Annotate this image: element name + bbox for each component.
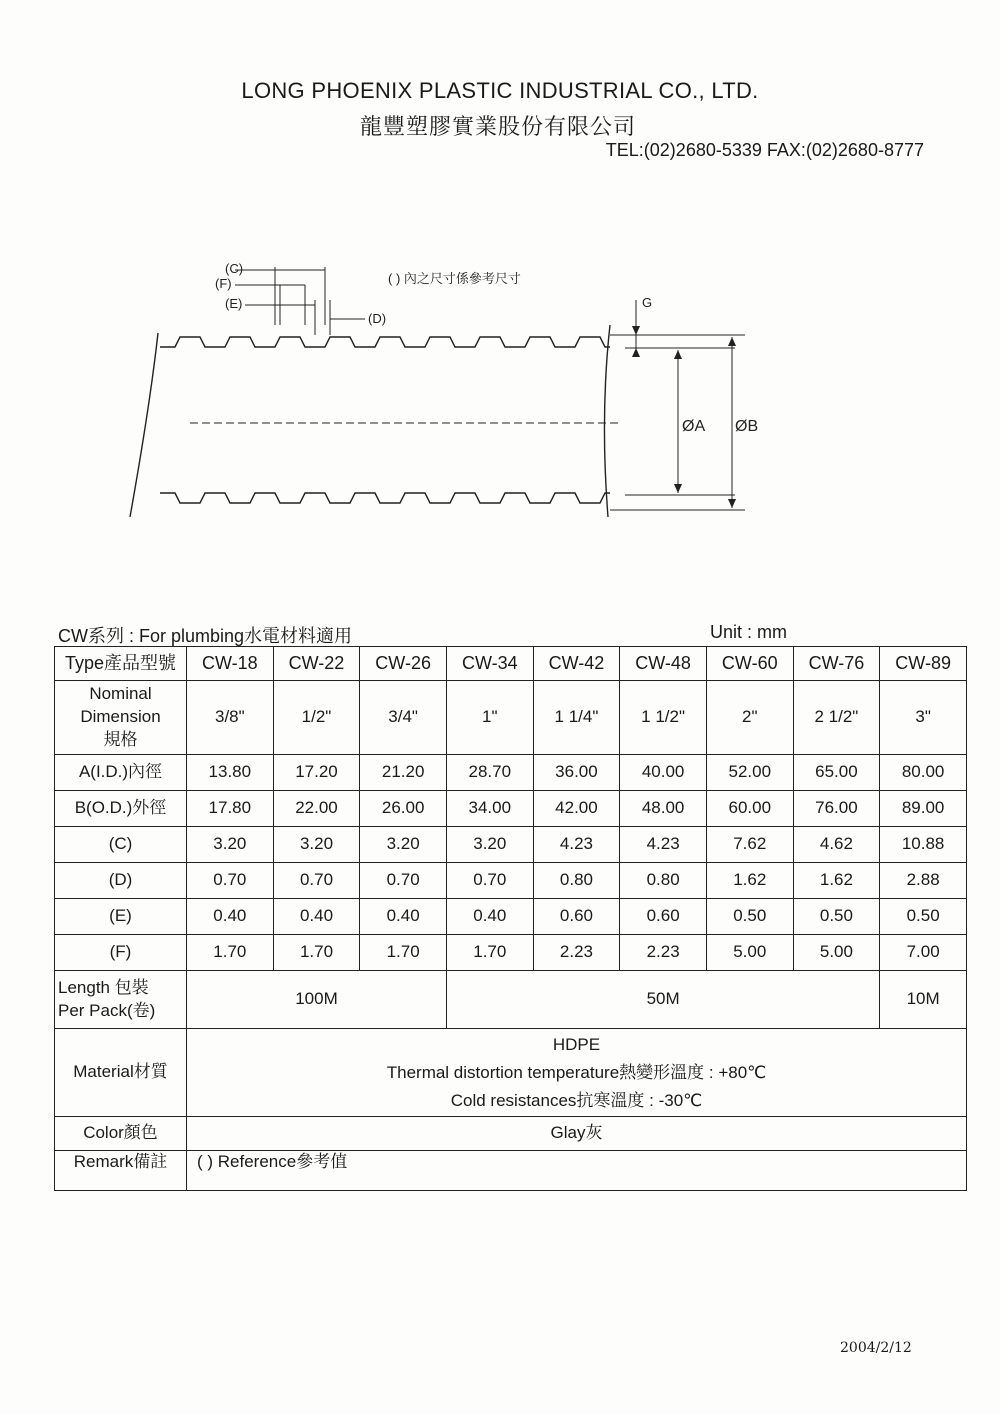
value-cell: 0.50 bbox=[793, 899, 880, 935]
row-label: (F) bbox=[55, 935, 187, 971]
table-row bbox=[55, 935, 967, 971]
spec-table bbox=[54, 646, 967, 1191]
contact-info: TEL:(02)2680-5339 FAX:(02)2680-8777 bbox=[605, 140, 924, 160]
row-label: (C) bbox=[55, 827, 187, 863]
dim-label-e: (E) bbox=[225, 296, 243, 311]
value-cell: 13.80 bbox=[187, 755, 274, 791]
value-cell: 28.70 bbox=[446, 755, 533, 791]
value-cell: 80.00 bbox=[880, 755, 967, 791]
value-cell: 0.50 bbox=[706, 899, 793, 935]
value-cell: 0.80 bbox=[620, 863, 707, 899]
company-name-en: LONG PHOENIX PLASTIC INDUSTRIAL CO., LTD. bbox=[241, 78, 759, 103]
type-cell: CW-42 bbox=[533, 647, 620, 681]
material-line: HDPE bbox=[552, 1034, 601, 1054]
document-date: 2004/2/12 bbox=[840, 1340, 912, 1356]
value-cell: 7.62 bbox=[706, 827, 793, 863]
value-cell: 3.20 bbox=[273, 827, 360, 863]
material-line: Cold resistances抗寒溫度 : -30℃ bbox=[450, 1090, 703, 1110]
value-cell: 1.70 bbox=[187, 935, 274, 971]
material-label: Material材質 bbox=[55, 1029, 187, 1117]
color-row bbox=[55, 1117, 967, 1151]
type-cell: CW-89 bbox=[880, 647, 967, 681]
type-header: Type產品型號 bbox=[55, 647, 187, 681]
value-cell: 26.00 bbox=[360, 791, 447, 827]
value-cell: 0.60 bbox=[620, 899, 707, 935]
value-cell: 0.70 bbox=[273, 863, 360, 899]
dim-label-g: G bbox=[642, 295, 653, 310]
value-cell: 2.23 bbox=[620, 935, 707, 971]
value-cell: 5.00 bbox=[793, 935, 880, 971]
unit-label: Unit : mm bbox=[710, 622, 788, 642]
pipe-cross-section-diagram bbox=[120, 255, 770, 525]
nominal-cell: 2" bbox=[706, 681, 793, 755]
nominal-cell: 3/4" bbox=[360, 681, 447, 755]
value-cell: 2.23 bbox=[533, 935, 620, 971]
length-cell: 10M bbox=[880, 971, 967, 1029]
nominal-cell: 1 1/2" bbox=[620, 681, 707, 755]
type-cell: CW-60 bbox=[706, 647, 793, 681]
value-cell: 1.70 bbox=[273, 935, 360, 971]
value-cell: 3.20 bbox=[187, 827, 274, 863]
value-cell: 1.70 bbox=[360, 935, 447, 971]
length-cell: 50M bbox=[446, 971, 879, 1029]
dim-label-f: (F) bbox=[215, 276, 232, 291]
value-cell: 2.88 bbox=[880, 863, 967, 899]
value-cell: 0.70 bbox=[446, 863, 533, 899]
type-cell: CW-76 bbox=[793, 647, 880, 681]
pipe-top-profile bbox=[160, 337, 610, 347]
pipe-bottom-profile bbox=[160, 493, 610, 503]
value-cell: 65.00 bbox=[793, 755, 880, 791]
value-cell: 1.70 bbox=[446, 935, 533, 971]
value-cell: 4.62 bbox=[793, 827, 880, 863]
value-cell: 4.23 bbox=[533, 827, 620, 863]
dim-label-d: (D) bbox=[368, 311, 387, 326]
value-cell: 21.20 bbox=[360, 755, 447, 791]
company-name-zh: 龍豐塑膠實業股份有限公司 bbox=[360, 114, 637, 139]
table-row bbox=[55, 791, 967, 827]
length-cell: 100M bbox=[187, 971, 447, 1029]
nominal-cell: 3" bbox=[880, 681, 967, 755]
value-cell: 22.00 bbox=[273, 791, 360, 827]
value-cell: 3.20 bbox=[446, 827, 533, 863]
table-title: CW系列 : For plumbing水電材料適用 bbox=[58, 626, 353, 646]
type-cell: CW-26 bbox=[360, 647, 447, 681]
reference-note: ( ) 內之尺寸係參考尺寸 bbox=[388, 271, 521, 286]
value-cell: 0.40 bbox=[273, 899, 360, 935]
value-cell: 3.20 bbox=[360, 827, 447, 863]
table-row bbox=[55, 863, 967, 899]
type-cell: CW-18 bbox=[187, 647, 274, 681]
color-label: Color顏色 bbox=[55, 1117, 187, 1151]
nominal-cell: 1/2" bbox=[273, 681, 360, 755]
value-cell: 0.40 bbox=[360, 899, 447, 935]
dim-label-a: ØA bbox=[682, 418, 706, 435]
table-row bbox=[55, 899, 967, 935]
remark-label: Remark備註 bbox=[55, 1151, 187, 1191]
value-cell: 1.62 bbox=[706, 863, 793, 899]
row-label: (E) bbox=[55, 899, 187, 935]
nominal-cell: 3/8" bbox=[187, 681, 274, 755]
nominal-cell: 1" bbox=[446, 681, 533, 755]
dim-label-b: ØB bbox=[735, 418, 759, 435]
material-row bbox=[55, 1029, 967, 1117]
value-cell: 0.80 bbox=[533, 863, 620, 899]
value-cell: 1.62 bbox=[793, 863, 880, 899]
value-cell: 5.00 bbox=[706, 935, 793, 971]
value-cell: 34.00 bbox=[446, 791, 533, 827]
material-cell bbox=[187, 1029, 967, 1117]
table-row bbox=[55, 755, 967, 791]
color-cell: Glay灰 bbox=[187, 1117, 967, 1151]
value-cell: 0.40 bbox=[446, 899, 533, 935]
type-cell: CW-48 bbox=[620, 647, 707, 681]
value-cell: 0.60 bbox=[533, 899, 620, 935]
value-cell: 52.00 bbox=[706, 755, 793, 791]
value-cell: 48.00 bbox=[620, 791, 707, 827]
value-cell: 0.40 bbox=[187, 899, 274, 935]
value-cell: 4.23 bbox=[620, 827, 707, 863]
value-cell: 89.00 bbox=[880, 791, 967, 827]
material-line: Thermal distortion temperature熱變形溫度 : +80℃ bbox=[386, 1062, 767, 1082]
type-row bbox=[55, 647, 967, 681]
value-cell: 0.70 bbox=[360, 863, 447, 899]
nominal-row bbox=[55, 681, 967, 755]
type-cell: CW-34 bbox=[446, 647, 533, 681]
nominal-cell: 1 1/4" bbox=[533, 681, 620, 755]
row-label: (D) bbox=[55, 863, 187, 899]
value-cell: 0.50 bbox=[880, 899, 967, 935]
value-cell: 17.80 bbox=[187, 791, 274, 827]
dim-label-c: (C) bbox=[225, 261, 244, 276]
value-cell: 10.88 bbox=[880, 827, 967, 863]
table-row bbox=[55, 827, 967, 863]
value-cell: 0.70 bbox=[187, 863, 274, 899]
value-cell: 40.00 bbox=[620, 755, 707, 791]
value-cell: 76.00 bbox=[793, 791, 880, 827]
nominal-cell: 2 1/2" bbox=[793, 681, 880, 755]
row-label: B(O.D.)外徑 bbox=[55, 791, 187, 827]
remark-row bbox=[55, 1151, 967, 1191]
length-row bbox=[55, 971, 967, 1029]
remark-cell: ( ) Reference參考值 bbox=[187, 1151, 967, 1191]
value-cell: 17.20 bbox=[273, 755, 360, 791]
value-cell: 42.00 bbox=[533, 791, 620, 827]
length-label: Length 包裝 Per Pack(卷) bbox=[55, 971, 187, 1029]
value-cell: 60.00 bbox=[706, 791, 793, 827]
type-cell: CW-22 bbox=[273, 647, 360, 681]
nominal-label: Nominal Dimension 規格 bbox=[55, 681, 187, 755]
value-cell: 7.00 bbox=[880, 935, 967, 971]
row-label: A(I.D.)內徑 bbox=[55, 755, 187, 791]
value-cell: 36.00 bbox=[533, 755, 620, 791]
